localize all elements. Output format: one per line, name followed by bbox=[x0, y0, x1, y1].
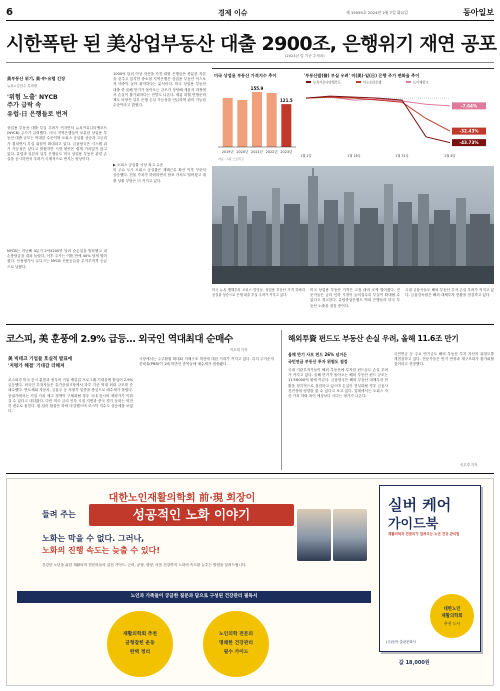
kospi-pull-quote: 美 빅테크 기업들 호실적 발표에 '저평가 해결' 기대감 더해져 bbox=[8, 357, 73, 369]
ad-slogan-2: 노화의 진행 속도는 늦출 수 있다! bbox=[42, 546, 161, 555]
circle-1-line-3: 완벽 정리 bbox=[129, 650, 151, 655]
fund-headline: 해외투資 펀드도 부동산 손실 우려, 올해 11.6조 만기 bbox=[288, 334, 459, 343]
line-chart bbox=[300, 80, 486, 159]
top-pull-quote: '위험 노출' NYCB 주가 급락 속 유럽·日 은행들로 번져 bbox=[7, 94, 68, 118]
ad-description: 건강한 노년을 위한 재활의학 전문의들의 실천 가이드. 근력, 균형, 영양, 마음 건강까지 노화의 속도를 늦추는 방법을 알려드립니다. bbox=[42, 563, 247, 567]
author-photo-2 bbox=[333, 509, 367, 561]
top-sub-label: (2023년 말 기준 추정치) bbox=[285, 54, 325, 58]
book-advertisement bbox=[6, 478, 494, 686]
circle-2-line-2: 명쾌한 건강관리 bbox=[218, 641, 254, 646]
x-tick-label: 2020년 bbox=[236, 150, 249, 154]
bar bbox=[237, 100, 247, 147]
issue-info: 제 19555호 2024년 2월 7일 화요일 bbox=[346, 10, 408, 15]
circle-2-line-1: 노인의학 전문의 bbox=[218, 632, 254, 637]
badge-line-2: 재활의학회 bbox=[441, 614, 463, 619]
feature-circle-2 bbox=[203, 611, 269, 677]
section-name: 경제 이슈 bbox=[218, 9, 248, 17]
paper-name: 동아일보 bbox=[463, 7, 494, 17]
top-body-col1: 상업용 부동산 대출 부실 우려가 커지면서 뉴욕커뮤니티뱅코프(NYCB) 주가가 급락했다. 미국 지역은행들이 보유한 상업용 부동산 대출 규모는 막대한 수준이며 오피스 공실률 상승과 고금리가 겹치면서 부실 위험이 확대되고 있다. 금융당국은 시스템 위기 가능성은 낮다고 밝혔지만 시장 불안은 쉽게 가라앉지 않고 있다. 유럽과 일본의 일부 은행들도 미국 상업용 부동산 관련 손실을 공시하면서 우려가 국제적으로 번지는 양상이다. bbox=[7, 126, 107, 162]
fund-body-col2: 국민연금 등 주요 연기금도 해외 부동산 투자 자산의 위험도를 재점검하고 있다. 전문가들은 만기 연장과 재구조화가 불가피할 것이라고 전망했다. bbox=[394, 352, 494, 367]
photo-caption: 미국 뉴욕 맨해튼의 오피스 빌딩들. 상업용 부동산 가격 하락과 공실률 상승으로 은행 대출 부실 우려가 커지고 있다. bbox=[212, 288, 305, 297]
section-rule-1 bbox=[6, 324, 494, 325]
fund-byline: 신무경 기자 bbox=[460, 463, 478, 467]
x-tick-label: 2022년 bbox=[265, 150, 278, 154]
book-subtitle: 재활의학과 전문의가 알려주는 노년 건강 관리법 bbox=[388, 532, 460, 536]
x-tick-label: 2021년 bbox=[251, 150, 263, 154]
x-tick-label: 1월 16일 bbox=[347, 154, 361, 158]
top-body-col2b: ▶ 오피스 공실률 사상 최고 수준 미 주요 도시 오피스 공실률은 재택근무 확산 이후 꾸준히 상승했다. 건물 가치가 하락하면서 담보 가치도 떨어졌고 대출 상환 부담은 더 커지고 있다. bbox=[113, 163, 206, 183]
top-body-col2: 1000억 달러 이상 자산을 가진 대형 은행들은 충분한 자본을 갖추고 있지만 중소형 지역은행은 상업용 부동산 익스포저 비중이 높아 취약하다는 분석이다. 미국 상업용 부동산 대출 중 올해 만기가 돌아오는 규모가 상당해 재융자 과정에서 손실이 불가피하다는 전망도 나온다. 제롬 파월 연방준비제도 의장은 일부 은행 손실 가능성을 언급하며 관리 가능한 수준이라고 밝혔다. bbox=[113, 72, 206, 108]
feature-circle-1 bbox=[107, 611, 173, 677]
top-kicker: 美부동산 위기, 美·中·유럽 긴장 bbox=[7, 76, 66, 81]
charts-svg bbox=[212, 69, 494, 163]
end-label: -32.43% bbox=[459, 128, 479, 134]
legend-swatch bbox=[306, 81, 311, 83]
masthead bbox=[6, 6, 494, 20]
fund-kicker: 올해 만기 사모 펀드 26% 넘거든 bbox=[288, 352, 348, 357]
top-body-col1b: NYCB는 지난해 4분기 2억5200만 달러 순손실을 발표했고 대손충당금을 대폭 늘렸다. 이후 주가는 이틀 만에 40% 넘게 떨어졌다. 신용평가사 무디스는 NYCB 신용등급을 투자부적격 등급으로 낮췄다. bbox=[7, 249, 107, 269]
end-label: -7.64% bbox=[460, 103, 478, 109]
x-tick-label: 2019년 bbox=[221, 150, 234, 154]
kospi-body: 코스피가 미국 증시 훈풍과 정부의 기업 밸류업 프로그램 기대감에 힘입어 2.9% 급등했다. 외국인 투자자들은 유가증권시장에서 하루 기준 역대 최대 규모를 순매수했다. 반도체와 자동차, 금융주 등 저평가 업종을 중심으로 매수세가 몰렸다. 증권가에서는 기업 가치 제고 정책이 구체화될 경우 국내 증시의 재평가가 이뤄질 수 있다고 내다봤다. 다만 미국 금리 인하 시점 지연과 중국 경기 둔화는 여전히 변수로 꼽힌다. 원-달러 환율은 하락 마감했으며 코스닥 지수도 상승세를 보였다. bbox=[8, 378, 133, 414]
legend-label: 뉴욕커뮤니티뱅코프 bbox=[313, 80, 341, 85]
x-tick-label: 1월 31일 bbox=[395, 154, 409, 158]
fund-body: 국내 기관투자가들이 해외 부동산에 투자한 펀드들도 손실 우려가 커지고 있다. 올해 만기가 돌아오는 해외 부동산 펀드 규모는 11조6000억 원에 이른다. 금융당국은 해외 부동산 대체투자 현황을 정기적으로 점검하고 있으며 손실이 현실화될 경우 금융사 건전성에 영향을 줄 수 있다고 보고 있다. 업계에서는 오피스 자산 가치 하락 폭이 예상보다 크다는 평가가 나온다. bbox=[288, 368, 388, 399]
kospi-byline: 이호재 기자 bbox=[230, 348, 248, 352]
x-tick-label: 1월 2일 bbox=[300, 154, 312, 158]
book-title-1: 실버 케어 bbox=[388, 496, 452, 514]
data-label: 121.5 bbox=[280, 98, 293, 104]
manhattan-photo bbox=[212, 166, 494, 284]
chart-box bbox=[212, 68, 494, 163]
circle-1-line-2: 균형잡힌 운동 bbox=[125, 641, 155, 646]
badge-line-1: 대한노인 bbox=[443, 607, 461, 612]
masthead-rule bbox=[6, 20, 494, 21]
legend-swatch bbox=[406, 81, 411, 83]
headline-rule bbox=[6, 62, 494, 63]
series-line bbox=[306, 97, 450, 131]
section-rule-2 bbox=[6, 473, 494, 474]
ad-title-pre: 들려 주는 bbox=[42, 510, 76, 519]
x-tick-label: 2023년 bbox=[280, 150, 293, 154]
ad-price: 값 18,000원 bbox=[399, 660, 430, 666]
book-title-2: 가이드북 bbox=[388, 517, 439, 532]
top-body-col3b: 국내 금융사들도 해외 부동산 투자 손실 우려가 커지고 있다. 금융감독원은 해외 대체투자 현황을 점검하고 있다. bbox=[405, 288, 494, 298]
author-photo-1 bbox=[297, 509, 331, 561]
book-badge bbox=[430, 594, 474, 638]
column-divider bbox=[281, 330, 282, 470]
kospi-headline: 코스피, 美 훈풍에 2.9% 급등… 외국인 역대최대 순매수 bbox=[6, 334, 233, 345]
top-byline: 뉴욕=김현수 특파원 bbox=[7, 84, 38, 88]
bar bbox=[252, 92, 262, 147]
ad-title-main bbox=[89, 504, 294, 526]
ad-cta-bar bbox=[17, 591, 371, 603]
bar bbox=[223, 98, 233, 147]
skyline-drawing bbox=[212, 166, 494, 284]
bar-chart-title: 미국 상업용 부동산 가격지수 추이 bbox=[214, 73, 277, 78]
ad-slogan-1: 노화는 막을 수 없다. 그러나, bbox=[42, 534, 145, 543]
x-tick-label: 2월 6일 bbox=[444, 154, 456, 158]
page-number: 6 bbox=[6, 7, 13, 18]
bar bbox=[267, 93, 277, 147]
legend-swatch bbox=[356, 81, 361, 83]
ad-org-line: 대한노인재활의학회 前·現 회장이 bbox=[108, 493, 256, 504]
top-headline: 시한폭탄 된 美상업부동산 대출 2900조, 은행위기 재연 공포 bbox=[6, 33, 497, 55]
circle-2-line-3: 필수 가이드 bbox=[223, 650, 249, 655]
kospi-body-col2: 시장에서는 주주환원 확대와 지배구조 개선에 대한 기대가 커지고 있다. 특히 주가순자산비율(PBR)이 1배 미만인 종목들에 매수세가 집중됐다. bbox=[139, 357, 274, 367]
chart-source: 자료: 그린 스트리트 bbox=[218, 157, 245, 161]
data-label: 155.9 bbox=[250, 85, 264, 91]
bar-chart bbox=[218, 86, 296, 161]
badge-line-3: 추천 도서 bbox=[444, 621, 460, 626]
fund-sub: 국민연금 부동산 투자 위험도 점검 bbox=[288, 359, 348, 364]
circle-1-line-1: 재활의학회 추천 bbox=[122, 632, 158, 637]
bar bbox=[281, 104, 291, 147]
ad-title-text: 성공적인 노화 이야기 bbox=[132, 507, 251, 522]
ad-cta-text: 노인과 가족들이 궁금한 질문과 답으로 구성된 건강관리 필독서 bbox=[130, 594, 258, 599]
legend-label: 도이체방크 bbox=[413, 80, 429, 85]
legend-label: 아오조라은행 bbox=[363, 80, 382, 85]
top-body-col3: 미국 상업용 부동산 가격은 고점 대비 크게 떨어졌다. 전문가들은 금리 인하 시점이 늦어질수록 부실이 확대될 수 있다고 경고한다. 유럽중앙은행도 역내 은행들의 미국 부동산 노출을 점검 중이다. bbox=[310, 288, 400, 308]
book-cover bbox=[379, 485, 481, 652]
book-publisher: (주)동아 출판문화사 bbox=[386, 640, 416, 644]
end-label: -43.73% bbox=[459, 140, 479, 146]
line-chart-title: '부동산발(發) 부실 우려' 미(美)·일(日) 은행 주가 변화율 추이 bbox=[304, 73, 420, 78]
